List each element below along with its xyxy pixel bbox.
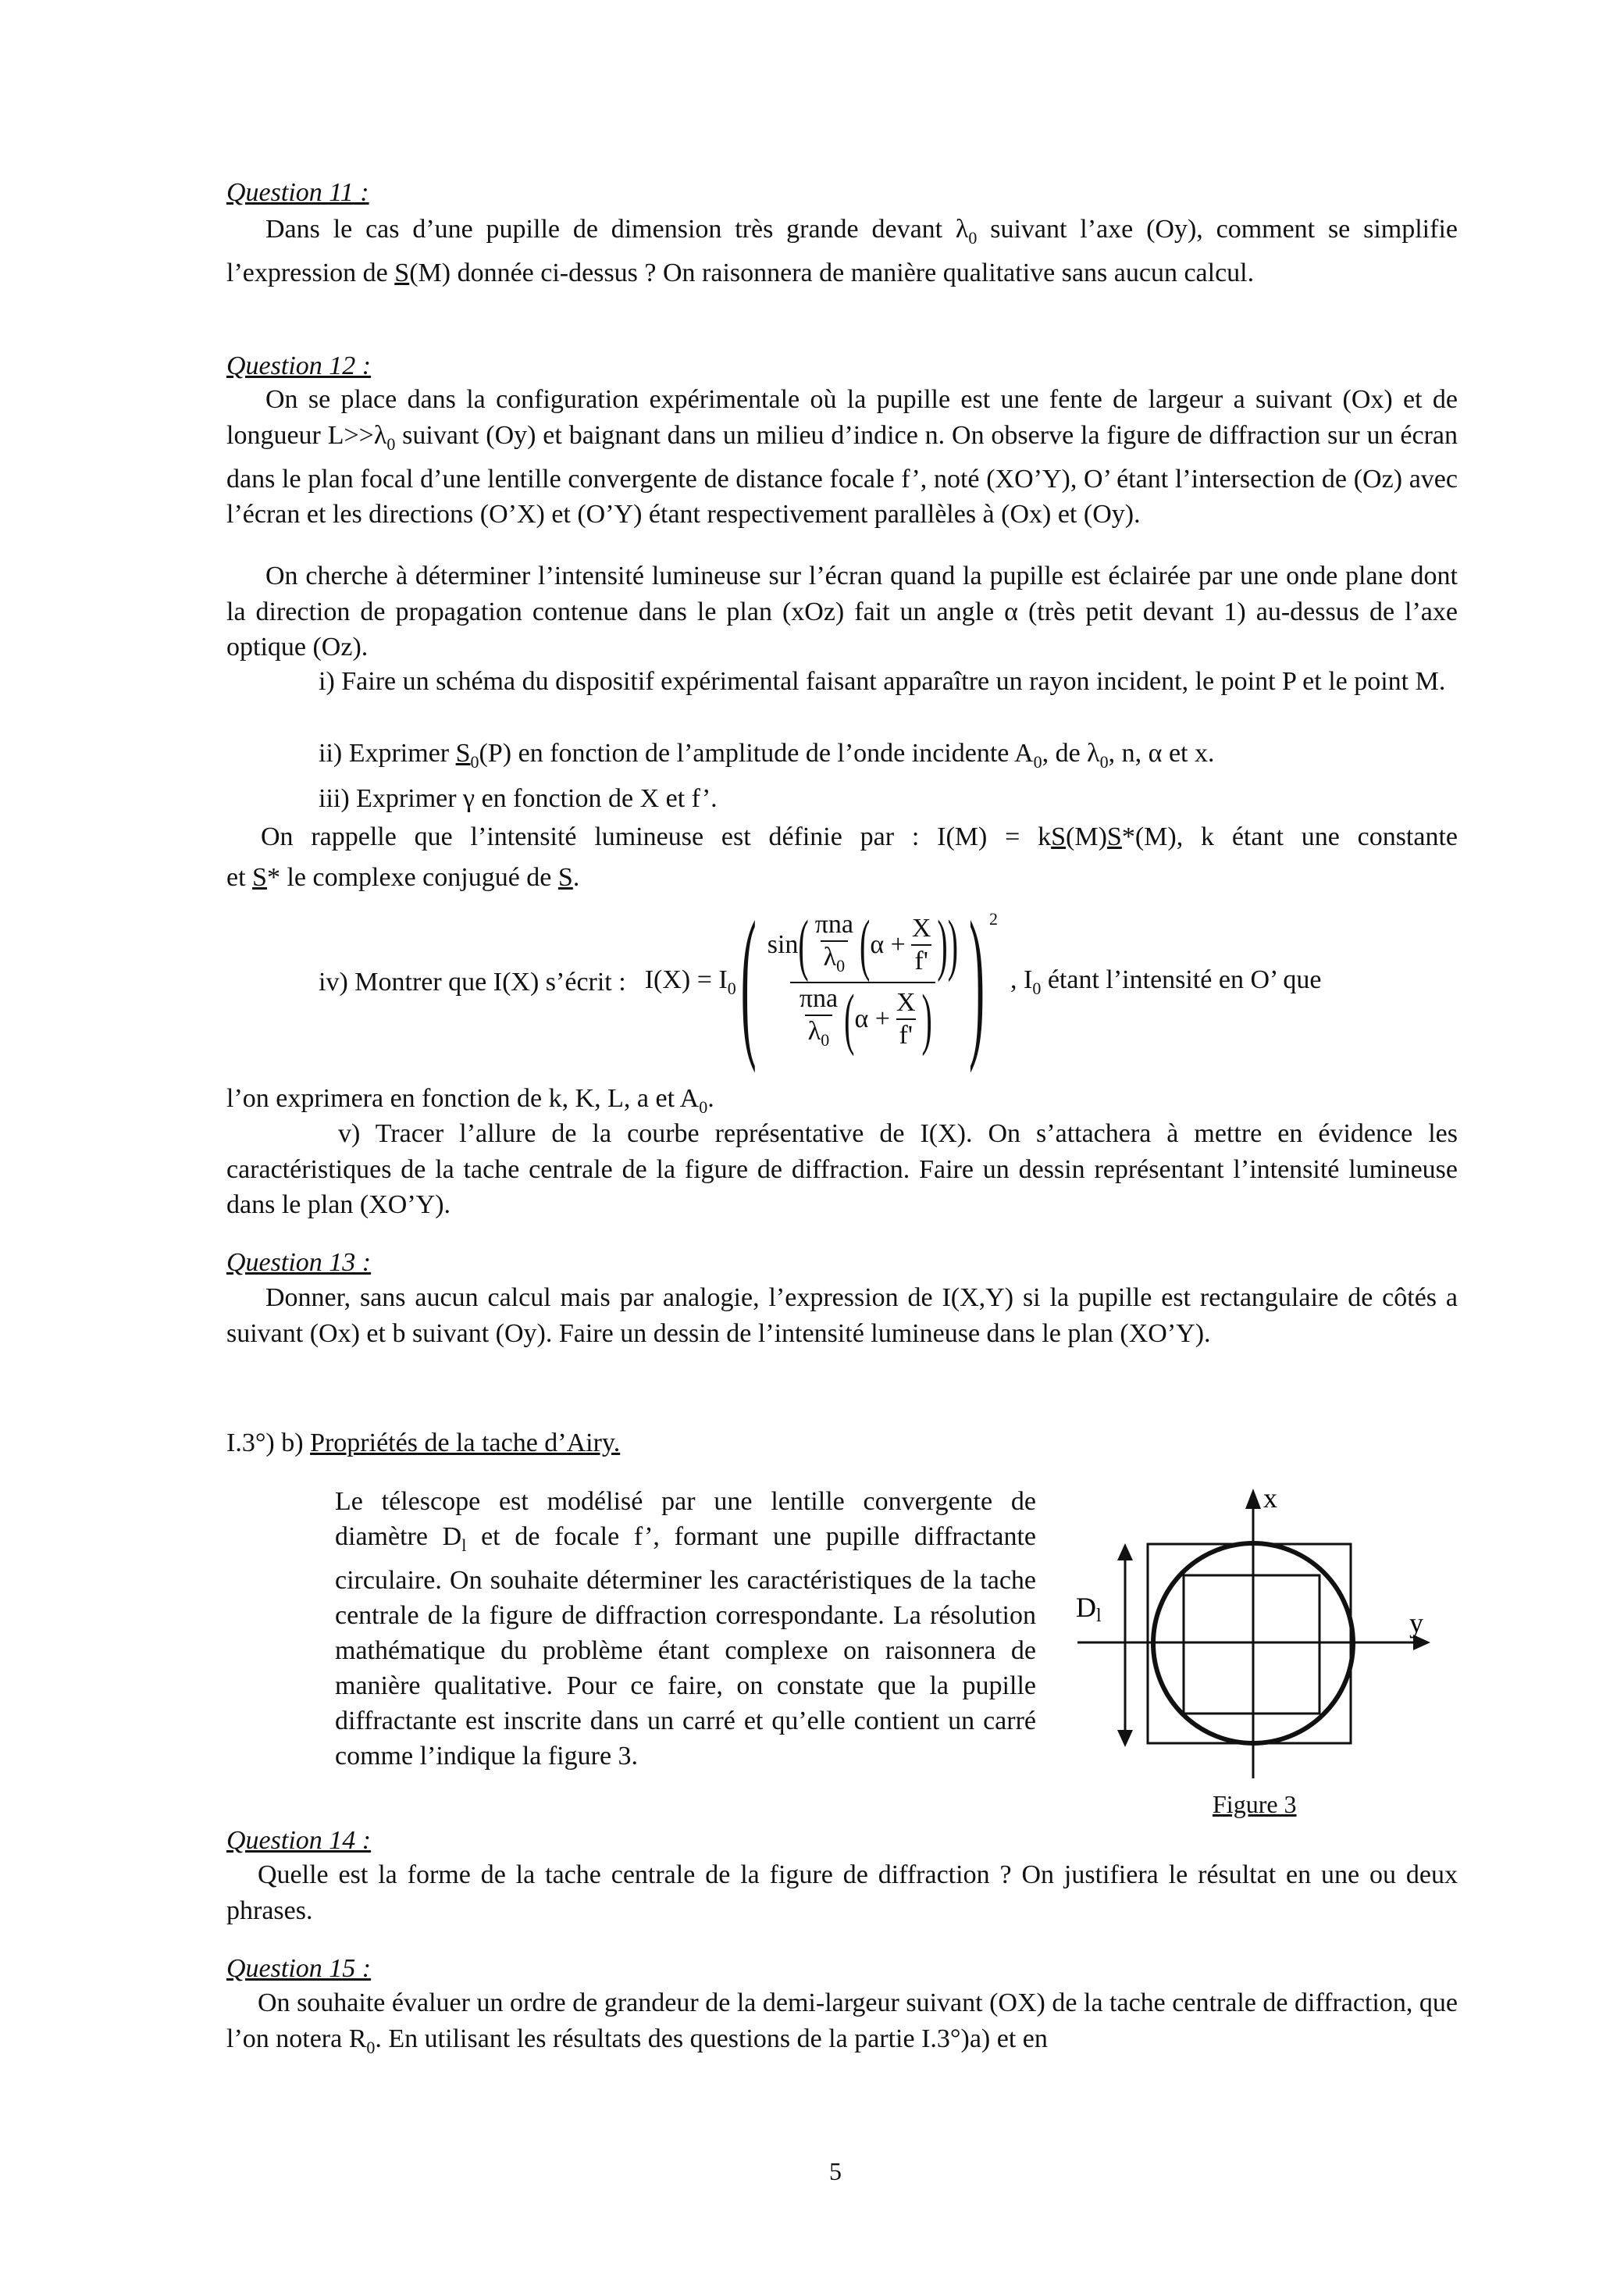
text: . xyxy=(707,1084,714,1113)
den xyxy=(805,1015,833,1056)
question-12-item-iii: iii) Exprimer γ en fonction de X et f’. xyxy=(319,784,718,813)
text: * le complexe conjugué de xyxy=(266,863,558,892)
subscript: l xyxy=(1096,1606,1102,1626)
text: Dans le cas d’une pupille de dimension très grande devant λ xyxy=(265,215,969,244)
y-axis-label: y xyxy=(1409,1607,1423,1639)
text: α + xyxy=(854,1004,890,1033)
subscript: 0 xyxy=(366,2037,376,2057)
subscript: 0 xyxy=(699,1097,708,1117)
diameter-label xyxy=(1076,1592,1102,1626)
question-12-conjugate-note xyxy=(226,860,1458,896)
text: X xyxy=(896,987,916,1017)
question-12-intensity-definition xyxy=(226,819,1458,855)
airy-description xyxy=(335,1484,1036,1774)
paren: ( xyxy=(798,905,809,983)
subscript: l xyxy=(461,1535,467,1555)
underlined-s: S xyxy=(1106,822,1122,851)
left-big-paren: ( xyxy=(740,887,757,1074)
text: f' xyxy=(911,944,931,977)
exponent: 2 xyxy=(989,908,999,929)
text: et xyxy=(226,863,253,892)
text: πna xyxy=(814,909,853,939)
intensity-formula xyxy=(644,887,999,1074)
text: X xyxy=(911,914,931,943)
underlined-s: S xyxy=(394,259,410,288)
text: α + xyxy=(870,930,906,960)
text: . xyxy=(572,863,580,892)
den xyxy=(821,940,849,982)
question-14-title: Question 14 : xyxy=(226,1826,372,1855)
text: On rappelle que l’intensité lumineuse est définie par : I(M) = k xyxy=(261,822,1052,851)
text: (P) en fonction de l’amplitude de l’onde incidente A xyxy=(479,739,1034,768)
section-number: I.3°) b) xyxy=(226,1428,311,1457)
diameter-arrow-down-icon xyxy=(1117,1730,1133,1747)
text: λ xyxy=(823,942,837,972)
text: étant l’intensité en O’ que xyxy=(1041,965,1322,995)
subscript: 0 xyxy=(836,955,846,975)
question-12-paragraph-2: On cherche à déterminer l’intensité lumineuse sur l’écran quand la pupille est éclairée par une onde plane dont la direction de propagation contenue dans le plan (xOz) fait un angle α (très petit devant 1) au-dessus de l’axe optique (Oz). xyxy=(226,562,1458,662)
question-12-title: Question 12 : xyxy=(226,351,372,380)
section-title: Propriétés de la tache d’Airy. xyxy=(310,1428,621,1457)
question-12-paragraph-1 xyxy=(226,382,1458,533)
text: Le télescope est modélisé par une lentille convergente de diamètre D xyxy=(335,1487,1036,1551)
text: . En utilisant les résultats des questions de la partie I.3°)a) et en xyxy=(375,2024,1048,2053)
text: suivant l’axe (Oy), comment se simplifie l’expression de xyxy=(226,215,1458,288)
text: On souhaite évaluer un ordre de grandeur de la demi-largeur suivant (OX) de la tache centrale de diffraction, que l’on notera R xyxy=(226,1988,1458,2053)
x-axis-label: x xyxy=(1263,1482,1277,1514)
section-heading xyxy=(226,1425,620,1460)
question-12-item-v: v) Tracer l’allure de la courbe représentative de I(X). On s’attachera à mettre en évidence les caractéristiques de la tache centrale de la figure de diffraction. Faire un dessin représentant l’intensité lumineuse dans le plan (XO’Y). xyxy=(226,1119,1458,1219)
subscript: 0 xyxy=(470,751,479,772)
fraction xyxy=(909,913,935,977)
question-14-text: Quelle est la forme de la tache centrale de la figure de diffraction ? On justifiera le résultat en une ou deux phrases. xyxy=(226,1860,1458,1925)
paren: ( xyxy=(860,905,871,983)
underlined-s: S xyxy=(252,863,267,892)
text: I(X) = I xyxy=(644,965,728,995)
text: f' xyxy=(896,1018,916,1051)
question-15-text xyxy=(226,1985,1458,2065)
sin: sin xyxy=(767,930,799,960)
numerator xyxy=(764,905,961,983)
text: suivant (Oy) et baignant dans un milieu d’indice n. On observe la figure de diffraction sur un écran dans le plan focal d’une lentille convergente de distance focale f’, noté (XO’Y), O’ étant l’intersection de (Oz) avec l’écran et les directions (O’X) et (O’Y) étant respectivement parallèles à (Ox) et (Oy). xyxy=(226,420,1458,530)
diameter-arrow-up-icon xyxy=(1117,1543,1133,1560)
text: D xyxy=(1076,1592,1096,1623)
subscript: 0 xyxy=(1032,978,1042,998)
text: (M) donnée ci-dessus ? On raisonnera de manière qualitative sans aucun calcul. xyxy=(409,259,1255,288)
x-arrowhead-icon xyxy=(1245,1489,1261,1509)
text: *(M), k étant une constante xyxy=(1121,822,1458,851)
formula-lhs xyxy=(645,965,736,999)
formula-after-text xyxy=(1010,965,1321,999)
text: , I xyxy=(1010,965,1033,995)
denominator xyxy=(790,979,935,1057)
subscript: 0 xyxy=(1033,751,1042,772)
right-big-paren: ) xyxy=(969,887,985,1074)
underlined-s: S xyxy=(455,739,471,768)
subscript: 0 xyxy=(968,227,978,248)
fraction xyxy=(893,987,919,1051)
page-number: 5 xyxy=(829,2157,842,2185)
question-12-item-ii xyxy=(226,736,1458,779)
underlined-s: S xyxy=(1051,822,1067,851)
paren: ( xyxy=(844,979,855,1057)
text: l’on exprimera en fonction de k, K, L, a et A xyxy=(226,1084,700,1113)
formula-row xyxy=(319,887,1458,1074)
text: , de λ xyxy=(1042,739,1100,768)
subscript: 0 xyxy=(386,433,396,454)
figure-3-diagram xyxy=(1062,1476,1452,1828)
question-13-text: Donner, sans aucun calcul mais par analogie, l’expression de I(X,Y) si la pupille est rectangulaire de côtés a suivant (Ox) et b suivant (Oy). Faire un dessin de l’intensité lumineuse dans le plan (XO’Y). xyxy=(226,1283,1458,1348)
subscript: 0 xyxy=(727,978,736,998)
text: (M) xyxy=(1066,822,1107,851)
subscript: 0 xyxy=(1099,751,1109,772)
item-iv-label: iv) Montrer que I(X) s’écrit : xyxy=(319,967,626,997)
question-11-title: Question 11 : xyxy=(226,178,369,207)
fraction xyxy=(796,983,841,1056)
text: πna xyxy=(799,983,839,1013)
main-fraction xyxy=(764,905,961,1057)
inner-square xyxy=(1184,1575,1320,1714)
underlined-s: S xyxy=(557,863,573,892)
text: λ xyxy=(807,1016,821,1046)
subscript: 0 xyxy=(821,1029,830,1050)
question-13-title: Question 13 : xyxy=(226,1248,372,1277)
figure-3-caption: Figure 3 xyxy=(1213,1790,1297,1818)
question-11-text xyxy=(226,212,1458,291)
paren: ) xyxy=(921,979,932,1057)
text: et de focale f’, formant une pupille diffractante circulaire. On souhaite déterminer les caractéristiques de la tache centrale de la figure de diffraction correspondante. La résolution mathématique du problème étant complexe on raisonnera de manière qualitative. Pour ce faire, on constate que la pupille diffractante est inscrite dans un carré et qu’elle contient un carré comme l’indique la figure 3. xyxy=(335,1522,1036,1771)
question-15-title: Question 15 : xyxy=(226,1954,372,1983)
question-12-item-i: i) Faire un schéma du dispositif expérimental faisant apparaître un rayon incident, le point P et le point M. xyxy=(319,667,1446,696)
paren: )) xyxy=(937,905,959,983)
fraction xyxy=(812,909,857,982)
text: ii) Exprimer xyxy=(319,739,456,768)
text: On se place dans la configuration expérimentale où la pupille est une fente de largeur a suivant (Ox) et de longueur L>>λ xyxy=(226,385,1458,450)
text: , n, α et x. xyxy=(1108,739,1215,768)
